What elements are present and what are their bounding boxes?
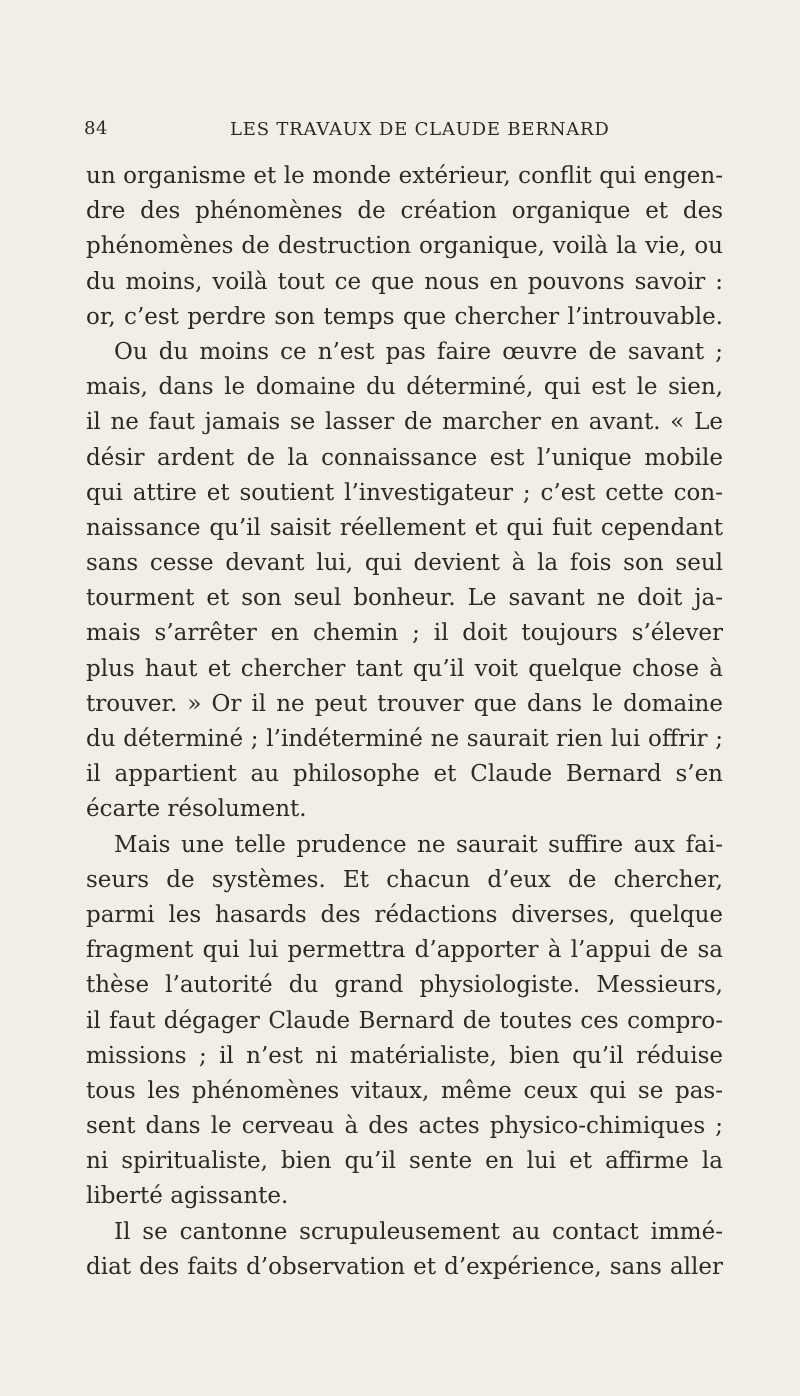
text-line: il faut dégager Claude Bernard de toutes ces compro- bbox=[86, 1007, 723, 1034]
text-line: mais s’arrêter en chemin ; il doit toujours s’élever bbox=[86, 620, 723, 647]
text-line: thèse l’autorité du grand physiologiste. Messieurs, bbox=[86, 972, 723, 999]
text-line: dre des phénomènes de création organique et des bbox=[86, 198, 723, 225]
text-line: tourment et son seul bonheur. Le savant ne doit ja- bbox=[86, 585, 723, 612]
text-line: plus haut et chercher tant qu’il voit quelque chose à bbox=[86, 655, 723, 682]
page-header bbox=[84, 118, 724, 142]
text-line: désir ardent de la connaissance est l’unique mobile bbox=[86, 444, 723, 471]
text-line: seurs de systèmes. Et chacun d’eux de chercher, bbox=[86, 866, 723, 893]
text-line: or, c’est perdre son temps que chercher l’introuvable. bbox=[86, 303, 723, 330]
text-line: tous les phénomènes vitaux, même ceux qui se pas- bbox=[86, 1077, 723, 1104]
text-line: diat des faits d’observation et d’expérience, sans aller bbox=[86, 1253, 723, 1280]
text-line: trouver. » Or il ne peut trouver que dans le domaine bbox=[86, 690, 723, 717]
text-line: un organisme et le monde extérieur, conflit qui engen- bbox=[86, 163, 723, 189]
text-line: qui attire et soutient l’investigateur ; c’est cette con- bbox=[86, 479, 723, 506]
text-line: Il se cantonne scrupuleusement au contact immé- bbox=[114, 1218, 723, 1245]
text-line: sans cesse devant lui, qui devient à la fois son seul bbox=[86, 550, 723, 577]
text-line: phénomènes de destruction organique, voilà la vie, ou bbox=[86, 233, 723, 260]
page-number: 84 bbox=[84, 118, 108, 139]
text-line: sent dans le cerveau à des actes physico-chimiques ; bbox=[86, 1113, 723, 1140]
text-line: il ne faut jamais se lasser de marcher en avant. « Le bbox=[86, 409, 723, 436]
text-line: écarte résolument. bbox=[86, 796, 307, 823]
text-line: mais, dans le domaine du déterminé, qui est le sien, bbox=[86, 374, 723, 401]
text-line: naissance qu’il saisit réellement et qui fuit cependant bbox=[86, 514, 723, 541]
running-title: LES TRAVAUX DE CLAUDE BERNARD bbox=[230, 119, 610, 140]
text-line: ni spiritualiste, bien qu’il sente en lui et affirme la bbox=[86, 1148, 723, 1175]
text-line: missions ; il n’est ni matérialiste, bien qu’il réduise bbox=[86, 1042, 723, 1069]
text-line: du moins, voilà tout ce que nous en pouvons savoir : bbox=[86, 268, 723, 295]
text-line: liberté agissante. bbox=[86, 1183, 289, 1210]
text-line: Mais une telle prudence ne saurait suffire aux fai- bbox=[114, 831, 723, 858]
body-text bbox=[86, 159, 723, 1285]
text-line: parmi les hasards des rédactions diverses, quelque bbox=[86, 901, 723, 928]
text-line: Ou du moins ce n’est pas faire œuvre de savant ; bbox=[114, 338, 723, 365]
text-line: il appartient au philosophe et Claude Bernard s’en bbox=[86, 761, 723, 788]
text-line: du déterminé ; l’indéterminé ne saurait rien lui offrir ; bbox=[86, 726, 723, 752]
text-line: fragment qui lui permettra d’apporter à l’appui de sa bbox=[86, 937, 723, 964]
